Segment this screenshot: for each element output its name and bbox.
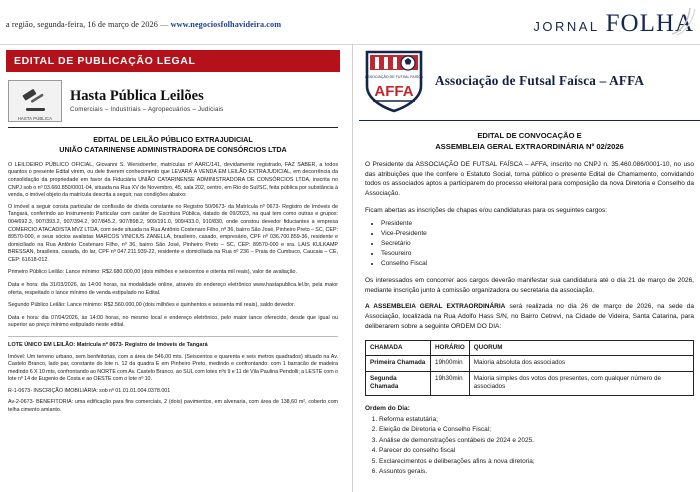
right-paragraph-1: O Presidente da ASSOCIAÇÃO DE FUTSAL FAÍSCA – AFFA, inscrito no CNPJ n. 35.460.086/0001-10, no uso das atribuições que lhe confere o Estatuto Social, torna público o presente Edital de Chamamento, convidando todos os associados aptos a participarem do processo eleitoral para composição da nova Diretoria e Conselho da Associação. bbox=[365, 160, 694, 198]
list-item: • Secretário bbox=[381, 239, 694, 249]
lot-registration-line: R-1-0673- INSCRIÇÃO IMOBILIÁRIA: sob nº 01.01.01.004.0378.001 bbox=[8, 387, 171, 394]
agenda-heading: Ordem do Dia: bbox=[365, 404, 410, 412]
column-header-quorum: QUORUM bbox=[469, 340, 693, 356]
list-item: • Vice-Presidente bbox=[381, 229, 694, 239]
list-item: • Presidente bbox=[381, 219, 694, 229]
lot-improvement-line: Av-2-0673- BENEFITORIA: uma edificação para fins comerciais, 2 (dois) pavimentos, em alvenaria, com área de 138,60 m², coberto com telha cimento amianto. bbox=[8, 399, 338, 414]
left-column-fade bbox=[0, 466, 346, 492]
table-row bbox=[366, 356, 694, 372]
cell-chamada-2: Segunda Chamada bbox=[366, 371, 431, 395]
lot-heading: LOTE ÚNICO EM LEILÃO: Matrícula nº 0673- Registro de Imóveis de Tangará bbox=[8, 341, 208, 348]
auctioneer-brand-subtitle: Comerciais – Industriais – Agropecuários – Judiciais bbox=[70, 106, 224, 114]
association-header bbox=[359, 44, 700, 121]
right-column bbox=[352, 44, 700, 492]
auctioneer-titles bbox=[70, 89, 338, 113]
assembly-details: será realizada no dia 26 de março de 2026, na sede da Associação, localizada na Rua Adolfo Hass S/N, no Bairro Cetrevi, na Cidade de Videira, Santa Catarina, para deliberarem sobre a seguinte ORDEM DO DIA: bbox=[365, 303, 695, 330]
svg-text:AFFA: AFFA bbox=[374, 83, 414, 100]
table-row bbox=[366, 371, 694, 395]
cell-quorum-2: Maioria simples dos votos dos presentes, com qualquer número de associados bbox=[469, 371, 693, 395]
gavel-icon bbox=[20, 89, 50, 113]
masthead-separator: — bbox=[160, 20, 169, 29]
list-item: 4. Parecer do conselho fiscal bbox=[379, 446, 694, 457]
hasta-logo-caption: HASTA PÚBLICA bbox=[17, 116, 53, 121]
masthead-jornal-word: JORNAL bbox=[533, 19, 600, 34]
first-auction-datetime: Data e hora: dia 31/03/2026, às 14:00 horas, na modalidade online, através do endereço eletrônico www.hastapublica.lel.br, pela maior oferta, respeitado o lance mínimo de venda estipulado no Edital. bbox=[8, 281, 338, 296]
shield-icon bbox=[363, 48, 425, 114]
left-column bbox=[0, 44, 346, 492]
list-item: 5. Exclarecimentos e deliberações afins à nova diretoria; bbox=[379, 457, 694, 468]
positions-list bbox=[381, 219, 694, 269]
list-item: 3. Análise de demonstrações contábeis de 2024 e 2025. bbox=[379, 436, 694, 447]
right-edital-title bbox=[365, 130, 694, 153]
left-divider bbox=[8, 336, 338, 337]
second-auction-minimum-bid: Segundo Público Leilão: Lance mínimo: R$2.560.000,00 (dois milhões e quinhentos e sessenta mil reais), saldo devedor. bbox=[8, 302, 295, 309]
hasta-publica-logo bbox=[8, 80, 62, 122]
list-item: 2. Eleição de Diretoria e Conselho Fiscal; bbox=[379, 425, 694, 436]
left-paragraph-2: O imóvel a seguir consta particular de confissão de dívida constante no Registro 50/0673- da Matrícula nº 0673- Registro de Imóveis de Tangará, conferindo ao Instrumento Particular com caráter de Escritura Pública, datado de 09/2023, na qual tem como outras e grupos: 004/692.3, 907/393.2, 907/394.2, 907/845.2, 907/898.2, 909/191.0, 909/433.0, 910/830, onde constou devedor fiduciantes a empresa COMERCIO ATACADISTA MVZ LTDA, com sede situada na Rua Antônio Costenaro Filho, nº 36, bairro São José, Pinheiro Preto – SC, CEP: 89570-000, e seus sócios avalistas MARCOS VINICIUS ZANELLA, brasileiro, casado, empresário, CPF nº 036.700.859-36, residente e domiciliado na Rua Antônio Costenaro Filho, nº 36, bairro São José, Pinheiro Preto – SC, CEP: 89570-000 e sra. LAIS KULKAMP BRESSAN, brasileira, casada, do lar, CPF nº 047.211.939-22, residente e domiciliada na Rua nº 236 – Praia do Cumbuco, Caucaia – CE, CEP: 61618-012. bbox=[8, 203, 338, 263]
auctioneer-brand-title: Hasta Pública Leilões bbox=[70, 87, 204, 104]
cell-quorum-1: Maioria absoluta dos associados bbox=[469, 356, 693, 372]
list-item: • Conselho Fiscal bbox=[381, 259, 694, 269]
page-curl-icon bbox=[670, 6, 698, 36]
list-item: 6. Assuntos gerais. bbox=[379, 467, 694, 478]
left-paragraph-1: O LEILOEIRO PÚBLICO OFICIAL, Giovanni S. Wersdoerfer, matrículas nº AARC/141, devidamente registrado, FAZ SABER, a todos quantos o presente Edital virem, ou dele tiverem conhecimento que LEVARÁ A VENDA EM LEILÃO EXTRAJUDICIAL, em decorrência da consolidação da propriedade em favor da Fiduciária UNIÃO CATARINENSE ADMINISTRADORA DE CONSÓRCIOS LTDA, inscrita no CNPJ sob o nº 03.660.850/0001-04, situada na Rua XV de Novembro, 45, sala 202, centro, em Rio do Sul/SC, feita pública por substância à venda, o imóvel objeto da matrícula descrita a seguir, nas condições abaixo: bbox=[8, 161, 338, 199]
agenda-list bbox=[379, 415, 694, 478]
masthead-dateline bbox=[6, 20, 281, 29]
affa-crest-logo bbox=[363, 48, 425, 114]
cell-horario-2: 19h30min bbox=[431, 371, 470, 395]
legal-publication-banner: EDITAL DE PUBLICAÇÃO LEGAL bbox=[6, 50, 340, 72]
second-auction-datetime: Data e hora: dia 07/04/2026, às 14:00 horas, no mesmo local e endereço eletrônico, pelo maior lance oferecido, desde que igual ou superior ao preço mínimo estipulado neste edital. bbox=[8, 314, 338, 329]
svg-text:ASSOCIAÇÃO DE FUTSAL FAÍSCA: ASSOCIAÇÃO DE FUTSAL FAÍSCA bbox=[364, 75, 424, 79]
table-header-row bbox=[366, 340, 694, 356]
association-title: Associação de Futsal Faísca – AFFA bbox=[435, 73, 645, 88]
right-paragraph-4 bbox=[365, 302, 694, 331]
left-edital-title-line1: EDITAL DE LEILÃO PÚBLICO EXTRAJUDICIAL bbox=[93, 135, 253, 144]
column-header-chamada: CHAMADA bbox=[366, 340, 431, 356]
masthead bbox=[0, 0, 700, 45]
assembly-schedule-table bbox=[365, 340, 694, 396]
right-paragraph-2: Ficam abertas as inscrições de chapas e/ou candidaturas para os seguintes cargos: bbox=[365, 206, 608, 214]
first-auction-minimum-bid: Primeiro Público Leilão: Lance mínimo: R$2.680.000,00 (dois milhões e seiscentos e oitenta mil reais), valor de avaliação. bbox=[8, 269, 298, 276]
masthead-folha-word: FOLHA bbox=[605, 10, 694, 37]
list-item: • Tesoureiro bbox=[381, 249, 694, 259]
cell-chamada-1: Primeira Chamada bbox=[366, 356, 431, 372]
right-paragraph-3: Os interessados em concorrer aos cargos deverão manifestar sua candidatura até o dia 21 de março de 2026, mediante inscrição junto à comissão organizadora ou secretaria da associação. bbox=[365, 276, 694, 294]
lot-description: Imóvel: Um terreno urbano, sem benfeitorias, com a área de 546,00 mts. (Seiscentos e quarenta e seis metros quadrados) situado na Av. Castelo Branco, lado par, constante do lote n. 12 da quadra E em Pinheiro Preto, medindo e confrontando: com 1 barracão de madeira medindo 6 X 10 mts, confrontando ao NORTE com Av. Castelo Branco, ao SUL com lotes nºs 9 e 11 de Vila Paulina Pendolli; a LESTE com o lote nº 14 de Eugenio de Costa e ao OESTE com o lote nº 10. bbox=[8, 353, 338, 383]
right-edital-title-line2: ASSEMBLEIA GERAL EXTRAORDINÁRIA Nº 02/2026 bbox=[435, 142, 624, 152]
masthead-region-date: a região, segunda-feira, 16 de março de 2026 bbox=[6, 20, 158, 29]
left-edital-title-line2: UNIÃO CATARINENSE ADMINISTRADORA DE CONSÓRCIOS LTDA bbox=[59, 145, 287, 155]
list-item: 1. Reforma estatutária; bbox=[379, 415, 694, 426]
cell-horario-1: 19h00min bbox=[431, 356, 470, 372]
masthead-website-link[interactable]: www.negociosfolhavideira.com bbox=[170, 20, 282, 29]
left-edital-title bbox=[8, 135, 338, 156]
right-edital-title-line1: EDITAL DE CONVOCAÇÃO E bbox=[477, 131, 582, 140]
column-header-horario: HORÁRIO bbox=[431, 340, 470, 356]
assembly-emphasis: A ASSEMBLEIA GERAL EXTRAORDINÁRIA bbox=[365, 303, 506, 311]
auctioneer-header bbox=[8, 80, 338, 128]
